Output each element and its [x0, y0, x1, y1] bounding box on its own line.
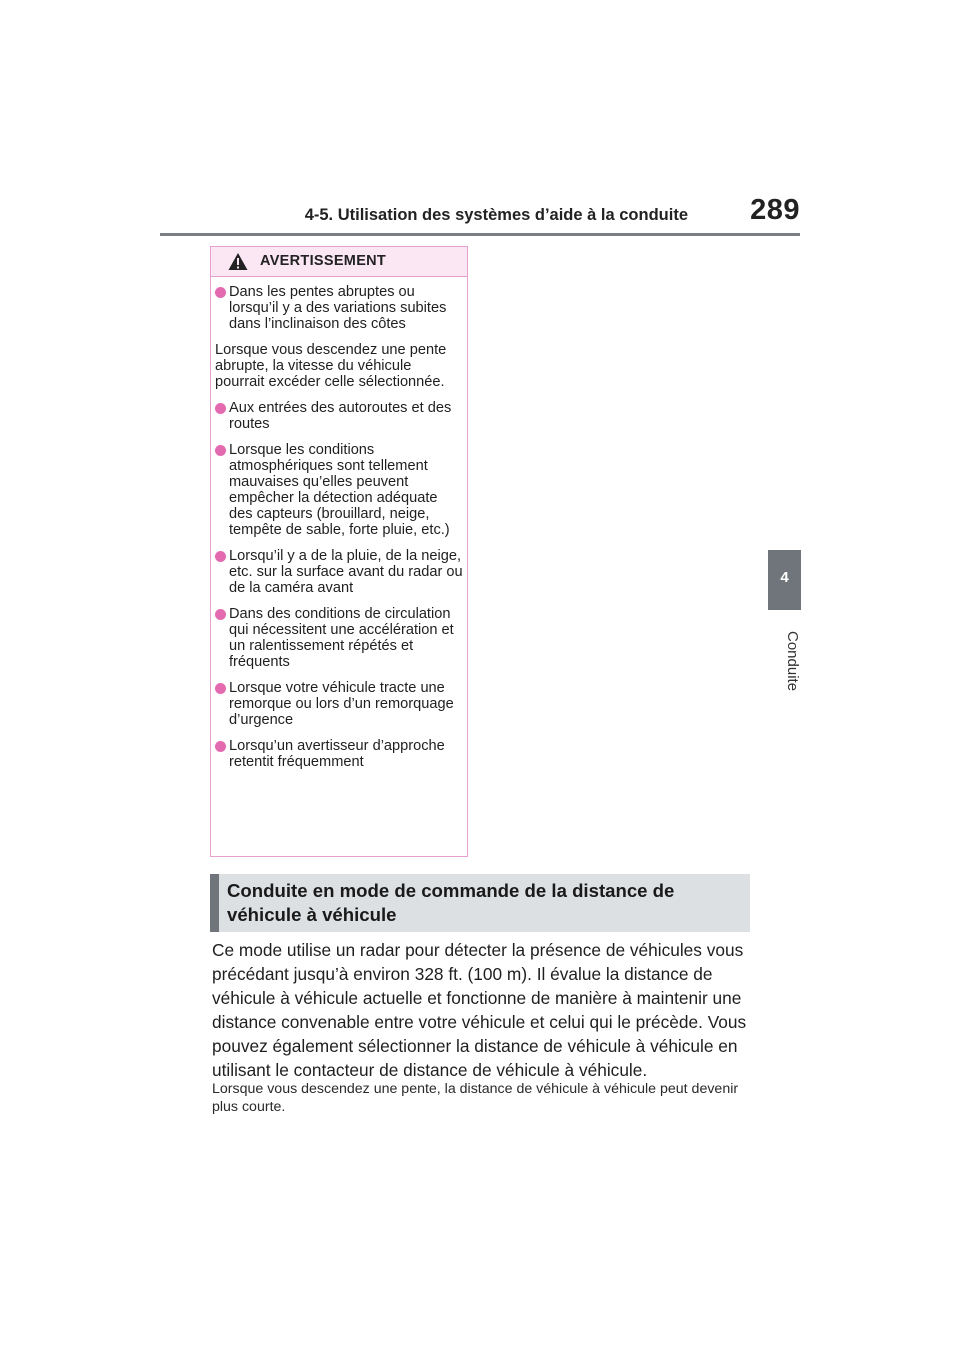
- section-heading-box: [210, 874, 750, 932]
- warning-title: AVERTISSEMENT: [260, 253, 387, 269]
- warning-body: [211, 277, 467, 770]
- warning-item: [215, 548, 464, 596]
- bullet-icon: [215, 403, 226, 414]
- header-rule: [160, 233, 800, 236]
- chapter-label: Conduite: [784, 630, 801, 692]
- note-paragraph: Lorsque vous descendez une pente, la distance de véhicule à véhicule peut devenir plus courte.: [212, 1081, 739, 1115]
- warning-item-text: Dans les pentes abruptes ou lorsqu’il y a des variations subites dans l’inclinaison des côtes: [229, 284, 447, 332]
- warning-header: [211, 247, 467, 277]
- page-header: [160, 194, 800, 236]
- warning-item: [215, 738, 464, 770]
- heading-accent-bar: [210, 874, 219, 932]
- warning-triangle-icon: [228, 252, 248, 271]
- warning-item-text: Dans des conditions de circulation qui nécessitent une accélération et un ralentissement répétés et fréquents: [229, 606, 454, 670]
- bullet-icon: [215, 287, 226, 298]
- warning-item-text: Aux entrées des autoroutes et des routes: [229, 400, 452, 432]
- bullet-icon: [215, 609, 226, 620]
- bullet-icon: [215, 683, 226, 694]
- bullet-icon: [215, 445, 226, 456]
- page-number: 289: [750, 194, 800, 226]
- section-heading: Conduite en mode de commande de la distance de véhicule à véhicule: [227, 880, 675, 925]
- warning-item: [215, 442, 464, 538]
- warning-item: [215, 680, 464, 728]
- body-paragraph: Ce mode utilise un radar pour détecter la présence de véhicules vous précédant jusqu’à environ 328 ft. (100 m). Il évalue la distance de véhicule à véhicule actuelle et fonctionne de manière à maintenir une distance convenable entre votre véhicule et celui qui le précède. Vous pouvez également sélectionner la distance de véhicule à véhicule en utilisant le contacteur de distance de véhicule à véhicule.: [212, 940, 747, 1080]
- warning-item: [215, 400, 464, 432]
- warning-item-text: Lorsqu’il y a de la pluie, de la neige, etc. sur la surface avant du radar ou de la caméra avant: [229, 548, 463, 596]
- bullet-icon: [215, 551, 226, 562]
- warning-item: [215, 606, 464, 670]
- chapter-number: 4: [780, 569, 789, 586]
- warning-paragraph: Lorsque vous descendez une pente abrupte, la vitesse du véhicule pourrait excéder celle sélectionnée.: [215, 342, 447, 390]
- bullet-icon: [215, 741, 226, 752]
- section-title: 4-5. Utilisation des systèmes d’aide à la conduite: [304, 206, 688, 224]
- warning-item-text: Lorsque les conditions atmosphériques sont tellement mauvaises qu’elles peuvent empêcher la détection adéquate des capteurs (brouillard, neige, tempête de sable, forte pluie, etc.): [229, 442, 450, 538]
- chapter-tab: [768, 550, 801, 610]
- warning-item-text: Lorsqu’un avertisseur d’approche retentit fréquemment: [229, 738, 445, 770]
- warning-item: [215, 284, 464, 332]
- warning-item-text: Lorsque votre véhicule tracte une remorque ou lors d’un remorquage d’urgence: [229, 680, 454, 728]
- warning-box: [210, 246, 468, 857]
